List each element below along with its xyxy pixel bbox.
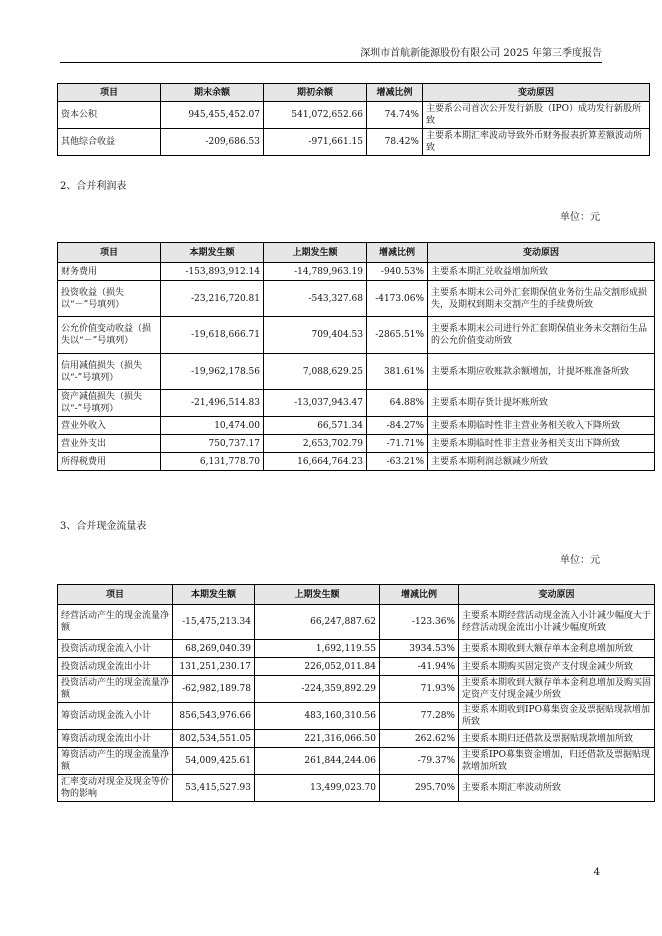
cell-previous: 226,052,011.84 [255,658,380,676]
column-header: 变动原因 [428,243,655,263]
cell-change-ratio: 64.88% [367,390,428,417]
page-header: 深圳市首航新能源股份有限公司 2025 年第三季度报告 [60,44,602,63]
cell-reason: 主要系公司首次公开发行新股（IPO）成功发行新股所致 [423,102,650,129]
cell-previous: -14,789,963.19 [264,263,367,281]
page-number: 4 [593,867,600,878]
cell-previous: 2,653,702.79 [264,435,367,453]
table-row [58,390,655,417]
cell-item: 经营活动产生的现金流量净额 [58,605,173,640]
cell-item: 筹资活动现金流出小计 [58,730,173,748]
cell-change-ratio: -79.37% [380,748,459,775]
cell-change-ratio: -4173.06% [367,281,428,317]
section-title-cash-flow: 3、合并现金流量表 [60,521,147,532]
table-header-row [58,84,650,102]
cell-reason: 主要系本期收到大额存单本金利息增加所致 [459,640,655,658]
cell-previous: 16,664,764.23 [264,453,367,471]
cell-current: 856,543,976.66 [173,703,255,730]
cell-change-ratio: 74.74% [367,102,423,129]
cell-current: -62,982,189.78 [173,676,255,703]
cell-current: -21,496,514.83 [161,390,264,417]
cell-current: 945,455,452.07 [161,102,264,129]
table-row [58,417,655,435]
cell-item: 投资活动现金流入小计 [58,640,173,658]
cell-previous: 261,844,244.06 [255,748,380,775]
cell-reason: 主要系本期末公司进行外汇套期保值业务未交割衍生品的公允价值变动所致 [428,317,655,354]
column-header: 期末余额 [161,84,264,102]
unit-label: 单位：元 [560,212,600,223]
cell-reason: 主要系本期归还借款及票据贴现款增加所致 [459,730,655,748]
cell-item: 投资收益（损失以“－”号填列） [58,281,161,317]
cell-item: 所得税费用 [58,453,161,471]
cell-previous: 13,499,023.70 [255,775,380,802]
cell-previous: 7,088,629.25 [264,354,367,390]
cell-item: 汇率变动对现金及现金等价物的影响 [58,775,173,802]
cell-item: 营业外支出 [58,435,161,453]
cell-change-ratio: -84.27% [367,417,428,435]
cell-current: -15,475,213.34 [173,605,255,640]
cell-current: 802,534,551.05 [173,730,255,748]
table-row [58,354,655,390]
cell-change-ratio: -63.21% [367,453,428,471]
cell-change-ratio: -41.94% [380,658,459,676]
table-row [58,676,655,703]
table-row [58,775,655,802]
table-row [58,317,655,354]
table-row [58,658,655,676]
cell-item: 投资活动现金流出小计 [58,658,173,676]
table-row [58,435,655,453]
cell-change-ratio: 78.42% [367,129,423,156]
cell-item: 资产减值损失（损失以“-”号填列） [58,390,161,417]
column-header: 项目 [58,243,161,263]
cell-reason: 主要系本期汇率波动导致外币财务报表折算差额波动所致 [423,129,650,156]
cell-current: 131,251,230.17 [173,658,255,676]
cell-change-ratio: -940.53% [367,263,428,281]
cell-reason: 主要系IPO募集资金增加，归还借款及票据贴现款增加所致 [459,748,655,775]
cell-previous: -13,037,943.47 [264,390,367,417]
column-header: 上期发生额 [255,585,380,605]
cell-change-ratio: 262.62% [380,730,459,748]
cell-item: 投资活动产生的现金流量净额 [58,676,173,703]
cell-current: -153,893,912.14 [161,263,264,281]
cell-previous: -543,327.68 [264,281,367,317]
cell-previous: 541,072,652.66 [264,102,367,129]
column-header: 期初余额 [264,84,367,102]
cell-reason: 主要系本期购买固定资产支付现金减少所致 [459,658,655,676]
cell-change-ratio: 295.70% [380,775,459,802]
cell-reason: 主要系本期利润总额减少所致 [428,453,655,471]
column-header: 增减比例 [380,585,459,605]
cell-previous: 66,247,887.62 [255,605,380,640]
cell-change-ratio: 381.61% [367,354,428,390]
column-header: 项目 [58,585,173,605]
table-row [58,263,655,281]
cell-current: 53,415,527.93 [173,775,255,802]
cell-item: 营业外收入 [58,417,161,435]
table-row [58,129,650,156]
column-header: 本期发生额 [173,585,255,605]
table-row [58,730,655,748]
cell-current: -19,618,666.71 [161,317,264,354]
cell-current: 10,474.00 [161,417,264,435]
table-row [58,453,655,471]
income-statement-change-table [57,242,655,471]
cell-reason: 主要系本期临时性非主营业务相关收入下降所致 [428,417,655,435]
cell-item: 财务费用 [58,263,161,281]
cell-reason: 主要系本期临时性非主营业务相关支出下降所致 [428,435,655,453]
cell-current: 6,131,778.70 [161,453,264,471]
cell-change-ratio: 77.28% [380,703,459,730]
cell-reason: 主要系本期应收账款余额增加，计提坏账准备所致 [428,354,655,390]
column-header: 变动原因 [423,84,650,102]
cash-flow-change-table [57,584,655,802]
table-row [58,605,655,640]
cell-reason: 主要系本期汇率波动所致 [459,775,655,802]
cell-change-ratio: 71.93% [380,676,459,703]
cell-reason: 主要系本期汇兑收益增加所致 [428,263,655,281]
cell-change-ratio: -71.71% [367,435,428,453]
cell-change-ratio: 3934.53% [380,640,459,658]
column-header: 增减比例 [367,243,428,263]
table-row [58,748,655,775]
cell-item: 信用减值损失（损失以“-”号填列） [58,354,161,390]
column-header: 增减比例 [367,84,423,102]
cell-reason: 主要系本期收到大额存单本金利息增加及购买固定资产支付现金减少所致 [459,676,655,703]
cell-reason: 主要系本期末公司外汇套期保值业务衍生品交割形成损失，及期权到期未交割产生的手续费所致 [428,281,655,317]
cell-previous: 483,160,310.56 [255,703,380,730]
unit-label: 单位：元 [560,555,600,566]
cell-previous: 66,571.34 [264,417,367,435]
cell-current: -209,686.53 [161,129,264,156]
cell-previous: -224,359,892.29 [255,676,380,703]
column-header: 变动原因 [459,585,655,605]
cell-item: 其他综合收益 [58,129,161,156]
section-title-income-statement: 2、合并利润表 [60,181,127,192]
cell-change-ratio: -2865.51% [367,317,428,354]
cell-item: 公允价值变动收益（损失以“－”号填列） [58,317,161,354]
cell-reason: 主要系本期收到IPO募集资金及票据贴现款增加所致 [459,703,655,730]
cell-previous: 221,316,066.50 [255,730,380,748]
column-header: 本期发生额 [161,243,264,263]
cell-current: 54,009,425.61 [173,748,255,775]
cell-current: -23,216,720.81 [161,281,264,317]
cell-previous: -971,661.15 [264,129,367,156]
cell-previous: 709,404.53 [264,317,367,354]
column-header: 上期发生额 [264,243,367,263]
cell-change-ratio: -123.36% [380,605,459,640]
balance-sheet-change-table [57,83,650,156]
cell-item: 筹资活动现金流入小计 [58,703,173,730]
cell-current: 68,269,040.39 [173,640,255,658]
cell-current: 750,737.17 [161,435,264,453]
table-row [58,102,650,129]
cell-previous: 1,692,119.55 [255,640,380,658]
cell-current: -19,962,178.56 [161,354,264,390]
cell-reason: 主要系本期存货计提坏账所致 [428,390,655,417]
table-row [58,281,655,317]
cell-reason: 主要系本期经营活动现金流入小计减少幅度大于经营活动现金流出小计减少幅度所致 [459,605,655,640]
cell-item: 筹资活动产生的现金流量净额 [58,748,173,775]
table-header-row [58,243,655,263]
column-header: 项目 [58,84,161,102]
table-row [58,703,655,730]
table-header-row [58,585,655,605]
table-row [58,640,655,658]
cell-item: 资本公积 [58,102,161,129]
